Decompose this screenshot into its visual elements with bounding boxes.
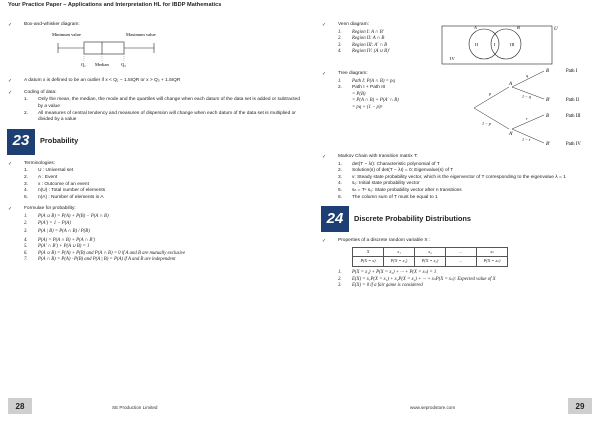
q3-label: Q₃ [121, 61, 126, 67]
formula-item: 5. P(A′ ∩ B′) + P(A ∪ B) = 1 [24, 244, 90, 250]
list-item: = pq + (1 − p)r [352, 104, 383, 110]
tree-label-q: q [526, 73, 528, 78]
tree-node-b3: B [546, 114, 550, 119]
list-item: 4. s₀: Initial state probability vector [338, 181, 420, 187]
terminologies-block [8, 160, 300, 202]
formula-item: 1. P(A ∪ B) = P(A) + P(B) − P(A ∩ B) [24, 213, 109, 219]
list-item: 1. Only the mean, the median, the mode and the quartiles will change when each datum of the data set is added or subtracted by a value [24, 97, 300, 109]
box-whisker-block [8, 22, 300, 73]
check-icon: ✓ [8, 89, 13, 96]
outlier-definition: A datum x is defined to be an outlier if x < Q₁ − 1.5IQR or x > Q₃ + 1.5IQR [24, 78, 181, 84]
section-heading-23 [7, 129, 300, 155]
check-icon: ✓ [322, 238, 327, 245]
box-whisker-title: Box-and-whisker diagram: [24, 22, 80, 27]
list-item: = P(A ∩ B) + P(A′ ∩ B) [352, 98, 399, 104]
check-icon: ✓ [322, 22, 327, 28]
outlier-block [8, 78, 300, 85]
venn-title: Venn diagram: [338, 22, 369, 27]
list-item: 5. n(A) : Number of elements in A [24, 194, 104, 200]
list-item: 1. det(T − λI): Characteristic polynomial of T [338, 161, 440, 167]
median-label: Median [95, 61, 109, 67]
formula-item: 2. P(A′) = 1 − P(A) [24, 220, 71, 226]
venn-block [322, 22, 596, 66]
venn-label-b: B [517, 25, 520, 30]
list-item: 1. Region I: A ∩ B′ [338, 29, 384, 35]
list-item: 3. x : Outcome of an event [24, 181, 89, 187]
venn-region-i: I [494, 42, 496, 47]
tree-node-a-prime: A′ [509, 132, 514, 137]
formula-item: 3. P(A | B) = P(A ∩ B) / P(B) [24, 229, 90, 235]
path-iv-label: Path IV [566, 142, 581, 147]
coding-title: Coding of data: [24, 89, 57, 95]
formula-item: 4. P(A) = P(A ∩ B) + P(A ∩ B′) [24, 237, 95, 243]
tree-node-b2: B′ [546, 98, 551, 103]
section-number-badge: 23 [7, 129, 35, 155]
list-item: 2. Region II: A ∩ B [338, 36, 385, 42]
formula-item: 6. P(A ∪ B) = P(A) + P(B) and P(A ∩ B) = 0 if A and B are mutually exclusive [24, 250, 186, 256]
tree-title: Tree diagram: [338, 71, 368, 76]
list-item: 2. All measures of central tendency and measures of dispersion will change when each datum of the data set is multiplied or divided by a value [24, 110, 296, 123]
max-value-label: Maximum value [126, 31, 156, 37]
tree-label-one-minus-q: 1 − q [522, 94, 531, 99]
page-header: Your Practice Paper – Applications and Interpretation HL for IBDP Mathematics [8, 2, 222, 8]
list-item: 4. n(U) : Total number of elements [24, 188, 106, 194]
tree-node-b1: B [546, 69, 550, 74]
table-row: P(X = x) P(X = x₁) P(X = x₂) ... P(X = xₙ) [353, 257, 508, 267]
left-column [8, 22, 300, 269]
markov-title: Markov Chain with transition matrix T: [338, 154, 418, 159]
check-icon: ✓ [8, 22, 13, 28]
publisher-footer: SE Production Limited [112, 405, 158, 410]
list-item: 2. Solution(s) of det(T − λI) = 0: Eigenvalue(s) of T [338, 168, 454, 174]
q1-label: Q₁ [81, 61, 86, 67]
page-number-left: 28 [8, 398, 32, 414]
check-icon: ✓ [8, 160, 13, 167]
website-footer: www.seprodstore.com [410, 405, 456, 410]
tree-label-one-minus-r: 1 − r [522, 137, 531, 142]
tree-label-one-minus-p: 1 − p [482, 121, 491, 126]
formulae-title: Formulae for probability: [24, 206, 76, 212]
list-item: 2. E(X) = x₁P(X = x₁) + x₂P(X = x₂) + ··· + xₙP(X = xₙ): Expected value of X [338, 276, 496, 282]
tree-diagram [434, 65, 594, 147]
min-value-label: Minimum value [52, 31, 81, 37]
page-number-right: 29 [568, 398, 592, 414]
discrete-block [322, 238, 596, 290]
list-item: 3. E(X) = 0 if a fair game is considered [338, 283, 423, 289]
tree-node-b4: B′ [546, 142, 551, 147]
discrete-title: Properties of a discrete random variable X : [338, 238, 431, 244]
list-item: 2. A : Event [24, 174, 58, 180]
table-row: X x₁ x₂ ... xₙ [353, 247, 508, 257]
coding-block [8, 89, 300, 124]
path-i-label: Path I [566, 69, 578, 74]
right-column [322, 22, 596, 295]
venn-diagram [438, 20, 568, 68]
list-item: = P(B) [352, 91, 366, 97]
list-item: 4. Region IV: (A ∪ B)′ [338, 49, 390, 55]
list-item: 1. Path I: P(A ∩ B) = pq [338, 78, 395, 84]
venn-region-iii: III [510, 42, 515, 47]
check-icon: ✓ [8, 78, 13, 85]
section-title: Discrete Probability Distributions [354, 213, 472, 223]
markov-block [322, 154, 596, 201]
section-title: Probability [40, 136, 79, 146]
tree-node-a: A [509, 82, 513, 87]
list-item: 2. Path I + Path III [338, 85, 386, 91]
box-whisker-diagram [24, 30, 204, 70]
path-ii-label: Path II [566, 98, 579, 103]
list-item: 3. Region III: A′ ∩ B [338, 42, 388, 48]
list-item: 1. U : Universal set [24, 168, 74, 174]
section-number-badge: 24 [321, 206, 349, 232]
probability-table [352, 247, 508, 267]
venn-region-iv: IV [450, 56, 455, 61]
terminologies-title: Terminologies: [24, 160, 55, 166]
list-item: 5. sₙ = Tⁿ s₀: State probability vector after n transitions [338, 187, 462, 193]
tree-block [322, 69, 596, 149]
venn-label-a: A [474, 25, 477, 30]
path-iii-label: Path III [566, 114, 581, 119]
list-item: 3. v: Steady state probability vector, which is the eigenvector of T corresponding to the eigenvalue λ = 1 [338, 174, 566, 180]
formula-item: 7. P(A ∩ B) = P(A) · P(B) and P(A | B) = P(A) if A and B are independent [24, 257, 176, 263]
venn-label-u: U [554, 27, 558, 32]
check-icon: ✓ [322, 71, 327, 77]
formulae-block [8, 206, 300, 264]
tree-label-p: p [489, 91, 491, 96]
tree-label-r: r [526, 116, 528, 121]
list-item: 6. The column sum of T must be equal to 1 [338, 194, 438, 200]
check-icon: ✓ [8, 206, 13, 213]
section-heading-24 [321, 206, 596, 232]
list-item: 1. P(X = x₁) + P(X = x₂) + ··· + P(X = xₙ) = 1 [338, 269, 437, 275]
check-icon: ✓ [322, 154, 327, 160]
venn-region-ii: II [475, 42, 478, 47]
